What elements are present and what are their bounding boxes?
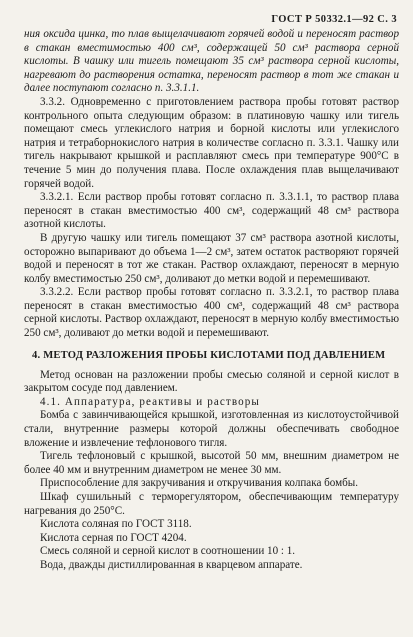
- paragraph-device: Приспособление для закручивания и откручивания колпака бомбы.: [40, 477, 359, 490]
- list-line-sulfuric-acid: Кислота серная по ГОСТ 4204.: [40, 531, 187, 544]
- method-description: Метод основан на разложении пробы смесью соляной и серной кислот в закрытом сосуде под давлением.: [24, 368, 399, 395]
- section-title: 4. МЕТОД РАЗЛОЖЕНИЯ ПРОБЫ КИСЛОТАМИ ПОД ДАВЛЕНИЕМ: [32, 349, 386, 361]
- paragraph-crucible: Тигель тефлоновый с крышкой, высотой 50 мм, внешним диаметром не более 40 мм и внутренним диаметром не менее 30 мм.: [24, 450, 399, 476]
- paragraph-3-3-2-2: 3.3.2.2. Если раствор пробы готовят согласно п. 3.3.2.1, то раствор плава переносят в стакан вместимостью 400 см³, содержащий 48 см³ раствора серной кислоты. Раствор охлаждают, переносят в мерную колбу вместимостью 250 см³, доливают до метки водой и перемешивают.: [24, 286, 399, 340]
- section-gap: [24, 341, 399, 349]
- list-line-water: Вода, дважды дистиллированная в кварцевом аппарате.: [40, 558, 303, 571]
- paragraph-3-3-2-1: 3.3.2.1. Если раствор пробы готовят согласно п. 3.3.1.1, то раствор плава переносят в стакан вместимостью 400 см³, содержащий 48 см³ раствора азотной кислоты.: [24, 191, 399, 231]
- paragraph-bomb: Бомба с завинчивающейся крышкой, изготовленная из кислотоустойчивой стали, внутренние размеры которой должны обеспечивать свободное вложение и извлечение тефлонового тигля.: [24, 409, 399, 449]
- paragraph-oven: Шкаф сушильный с терморегулятором, обеспечивающим температуру нагревания до 250°С.: [24, 491, 399, 517]
- page-header: ГОСТ Р 50332.1—92 С. 3: [271, 14, 397, 25]
- list-line-acid-mixture: Смесь соляной и серной кислот в соотношении 10 : 1.: [40, 545, 296, 558]
- subsection-title: 4.1. Аппаратура, реактивы и растворы: [40, 395, 260, 408]
- list-line-hydrochloric-acid: Кислота соляная по ГОСТ 3118.: [40, 518, 192, 531]
- paragraph-continuation: ния оксида цинка, то плав выщелачивают горячей водой и переносят раствор в стакан вместимостью 400 см³, содержащей 50 см³ раствора серной кислоты. В чашку или тигель помещают 35 см³ раствора серной кислоты, нагревают до растворения остатка, переносят раствор в тот же стакан и далее поступают согласно п. 3.3.1.1.: [24, 28, 399, 95]
- paragraph-nitric-acid: В другую чашку или тигель помещают 37 см³ раствора азотной кислоты, осторожно выпаривают до объема 1—2 см³, затем остаток растворяют горячей водой и переносят в тот же стакан. Раствор охлаждают, переносят в мерную колбу вместимостью 250 см³, доливают до метки водой и перемешивают.: [24, 231, 399, 285]
- paragraph-3-3-2: 3.3.2. Одновременно с приготовлением раствора пробы готовят раствор контрольного опыта следующим образом: в платиновую чашку или тигель помещают смесь углекислого натрия и борной кислоты или углекислого натрия и тетраборнокислого натрия в количестве согласно п. 3.3.1. Чашку или тигель накрывают крышкой и расплавляют смесь при температуре 900°С в течение 5 мин до получения плава. После охлаждения плав выщелачивают горячей водой.: [24, 95, 399, 190]
